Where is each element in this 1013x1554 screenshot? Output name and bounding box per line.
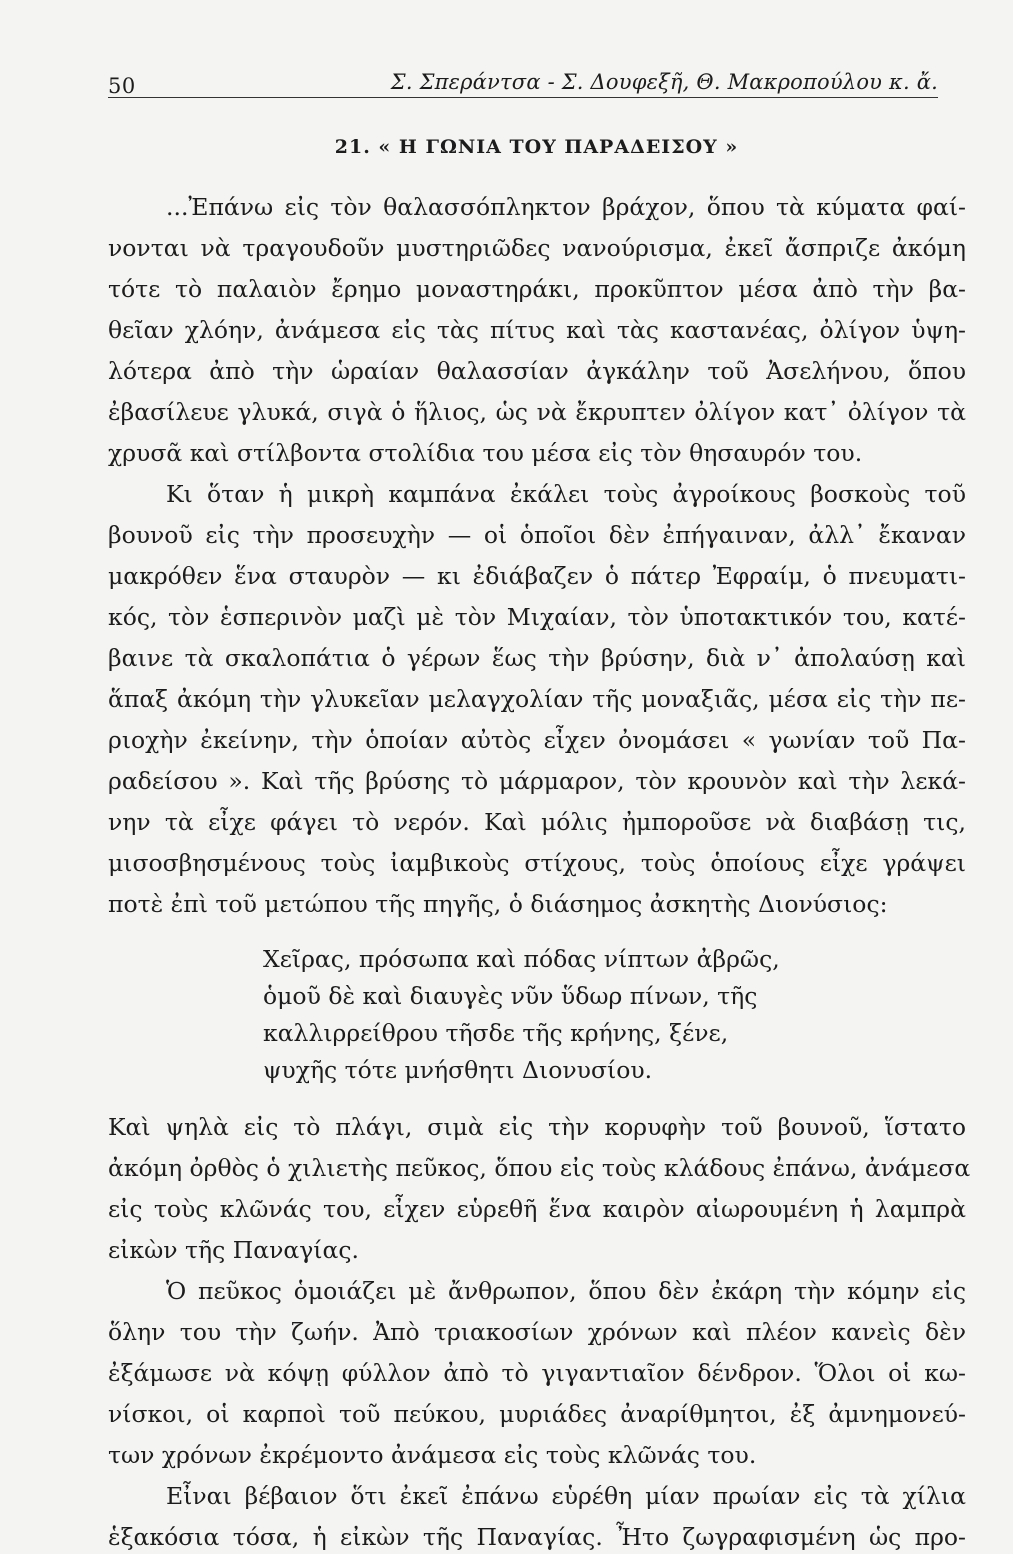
text-line: ἅπαξ ἀκόμη τὴν γλυκεῖαν μελαγχολίαν τῆς μοναξιᾶς, μέσα εἰς τὴν πε- [108,685,966,713]
text-line: μακρόθεν ἕνα σταυρὸν — κι ἐδιάβαζεν ὁ πάτερ Ἐφραίμ, ὁ πνευματι- [108,562,966,590]
text-line: Εἶναι βέβαιον ὅτι ἐκεῖ ἐπάνω εὑρέθη μίαν πρωίαν εἰς τὰ χίλια [166,1482,966,1510]
text-line: ποτὲ ἐπὶ τοῦ μετώπου τῆς πηγῆς, ὁ διάσημος ἀσκητὴς Διονύσιος: [108,890,888,918]
text-line: Κι ὅταν ἡ μικρὴ καμπάνα ἐκάλει τοὺς ἀγροίκους βοσκοὺς τοῦ [166,480,966,508]
text-line: κός, τὸν ἑσπερινὸν μαζὶ μὲ τὸν Μιχαίαν, τὸν ὑποτακτικόν του, κατέ- [108,603,966,631]
page-header [108,66,938,100]
text-line: λότερα ἀπὸ τὴν ὡραίαν θαλασσίαν ἀγκάλην τοῦ Ἀσελήνου, ὅπου [108,357,966,385]
text-line: ἀκόμη ὀρθὸς ὁ χιλιετὴς πεῦκος, ὅπου εἰς τοὺς κλάδους ἐπάνω, ἀνάμεσα [108,1154,971,1182]
text-line: Ὁ πεῦκος ὁμοιάζει μὲ ἄνθρωπον, ὅπου δὲν ἐκάρη τὴν κόμην εἰς [166,1277,966,1305]
text-line: ἐβασίλευε γλυκά, σιγὰ ὁ ἥλιος, ὡς νὰ ἔκρυπτεν ὀλίγον κατ᾽ ὀλίγον τὰ [108,398,966,426]
verse-line: Χεῖρας, πρόσωπα καὶ πόδας νίπτων ἀβρῶς, [263,945,780,973]
text-line: ...Ἐπάνω εἰς τὸν θαλασσόπληκτον βράχον, ὅπου τὰ κύματα φαί- [166,193,966,221]
text-line: ραδείσου ». Καὶ τῆς βρύσης τὸ μάρμαρον, τὸν κρουνὸν καὶ τὴν λεκά- [108,767,966,795]
page-number: 50 [108,74,136,98]
text-line: εἰς τοὺς κλῶνάς του, εἶχεν εὑρεθῆ ἕνα καιρὸν αἰωρουμένη ἡ λαμπρὰ [108,1195,966,1223]
chapter-title: 21. « Η ΓΩΝΙΑ ΤΟΥ ΠΑΡΑΔΕΙΣΟΥ » [334,136,739,158]
text-line: θεῖαν χλόην, ἀνάμεσα εἰς τὰς πίτυς καὶ τὰς καστανέας, ὀλίγον ὑψη- [108,316,966,344]
text-line: εἰκὼν τῆς Παναγίας. [108,1236,359,1264]
text-line: των χρόνων ἐκρέμοντο ἀνάμεσα εἰς τοὺς κλῶνάς του. [108,1441,757,1469]
header-rule [108,97,938,98]
text-line: ριοχὴν ἐκείνην, τὴν ὁποίαν αὐτὸς εἶχεν ὀνομάσει « γωνίαν τοῦ Πα- [108,726,966,754]
text-line: νην τὰ εἶχε φάγει τὸ νερόν. Καὶ μόλις ἠμποροῦσε νὰ διαβάσῃ τις, [108,808,966,836]
text-line: ἑξακόσια τόσα, ἡ εἰκὼν τῆς Παναγίας. Ἦτο ζωγραφισμένη ὡς προ- [108,1523,966,1551]
verse-line: ὁμοῦ δὲ καὶ διαυγὲς νῦν ὕδωρ πίνων, τῆς [263,982,758,1010]
verse-line: ψυχῆς τότε μνήσθητι Διονυσίου. [263,1056,653,1084]
text-line: Καὶ ψηλὰ εἰς τὸ πλάγι, σιμὰ εἰς τὴν κορυφὴν τοῦ βουνοῦ, ἵστατο [108,1113,966,1141]
text-line: ὅλην του τὴν ζωήν. Ἀπὸ τριακοσίων χρόνων καὶ πλέον κανεὶς δὲν [108,1318,966,1346]
text-line: βουνοῦ εἰς τὴν προσευχὴν — οἱ ὁποῖοι δὲν ἐπήγαιναν, ἀλλ᾽ ἔκαναν [108,521,966,549]
text-line: τότε τὸ παλαιὸν ἔρημο μοναστηράκι, προκῦπτον μέσα ἀπὸ τὴν βα- [108,275,966,303]
text-line: ἐξάμωσε νὰ κόψῃ φύλλον ἀπὸ τὸ γιγαντιαῖον δένδρον. Ὅλοι οἱ κω- [108,1359,966,1387]
text-line: νίσκοι, οἱ καρποὶ τοῦ πεύκου, μυριάδες ἀναρίθμητοι, ἐξ ἀμνημονεύ- [108,1400,966,1428]
text-line: νονται νὰ τραγουδοῦν μυστηριῶδες νανούρισμα, ἐκεῖ ἄσπριζε ἀκόμη [108,234,966,262]
verse-line: καλλιρρείθρου τῆσδε τῆς κρήνης, ξένε, [263,1019,729,1047]
text-line: χρυσᾶ καὶ στίλβοντα στολίδια του μέσα εἰς τὸν θησαυρόν του. [108,439,863,467]
text-line: μισοσβησμένους τοὺς ἰαμβικοὺς στίχους, τοὺς ὁποίους εἶχε γράψει [108,849,966,877]
running-head: Σ. Σπεράντσα - Σ. Δουφεξῆ, Θ. Μακροπούλου κ. ἄ. [390,70,938,94]
text-line: βαινε τὰ σκαλοπάτια ὁ γέρων ἕως τὴν βρύσην, διὰ ν᾽ ἀπολαύσῃ καὶ [108,644,966,672]
